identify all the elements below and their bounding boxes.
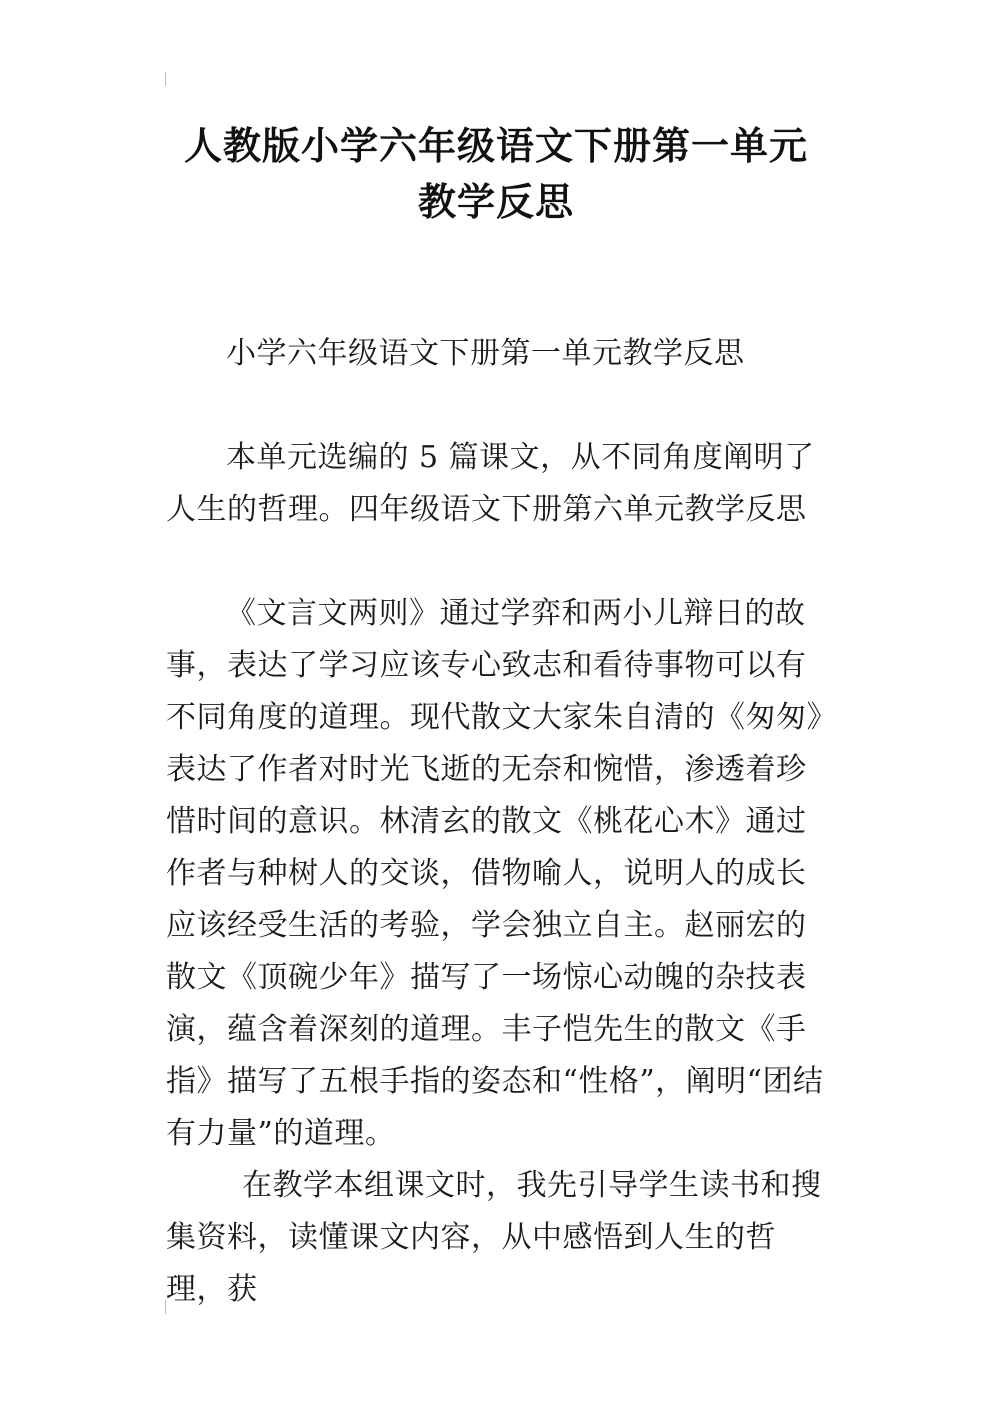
paragraph-teaching: 在教学本组课文时，我先引导学生读书和搜集资料，读懂课文内容，从中感悟到人生的哲理，获 xyxy=(166,1168,822,1307)
paragraph-intro: 本单元选编的 5 篇课文，从不同角度阐明了人生的哲理。四年级语文下册第六单元教学反思 xyxy=(166,440,815,527)
title-line-1: 人教版小学六年级语文下册第一单元 xyxy=(183,124,808,168)
document-title xyxy=(120,118,872,230)
paragraph-lessons: 《文言文两则》通过学弈和两小儿辩日的故事，表达了学习应该专心致志和看待事物可以有不同角度的道理。现代散文大家朱自清的《匆匆》表达了作者对时光飞逝的无奈和惋惜，渗透着珍惜时间的意识。林清玄的散文《桃花心木》通过作者与种树人的交谈，借物喻人，说明人的成长应该经受生活的考验，学会独立自主。赵丽宏的散文《顶碗少年》描写了一场惊心动魄的杂技表演，蕴含着深刻的道理。丰子恺先生的散文《手指》描写了五根手指的姿态和“性格”，阐明“团结有力量”的道理。 xyxy=(166,596,824,1151)
title-line-2: 教学反思 xyxy=(417,180,574,224)
crop-mark-top xyxy=(165,72,166,86)
paragraph-subtitle: 小学六年级语文下册第一单元教学反思 xyxy=(226,336,745,371)
